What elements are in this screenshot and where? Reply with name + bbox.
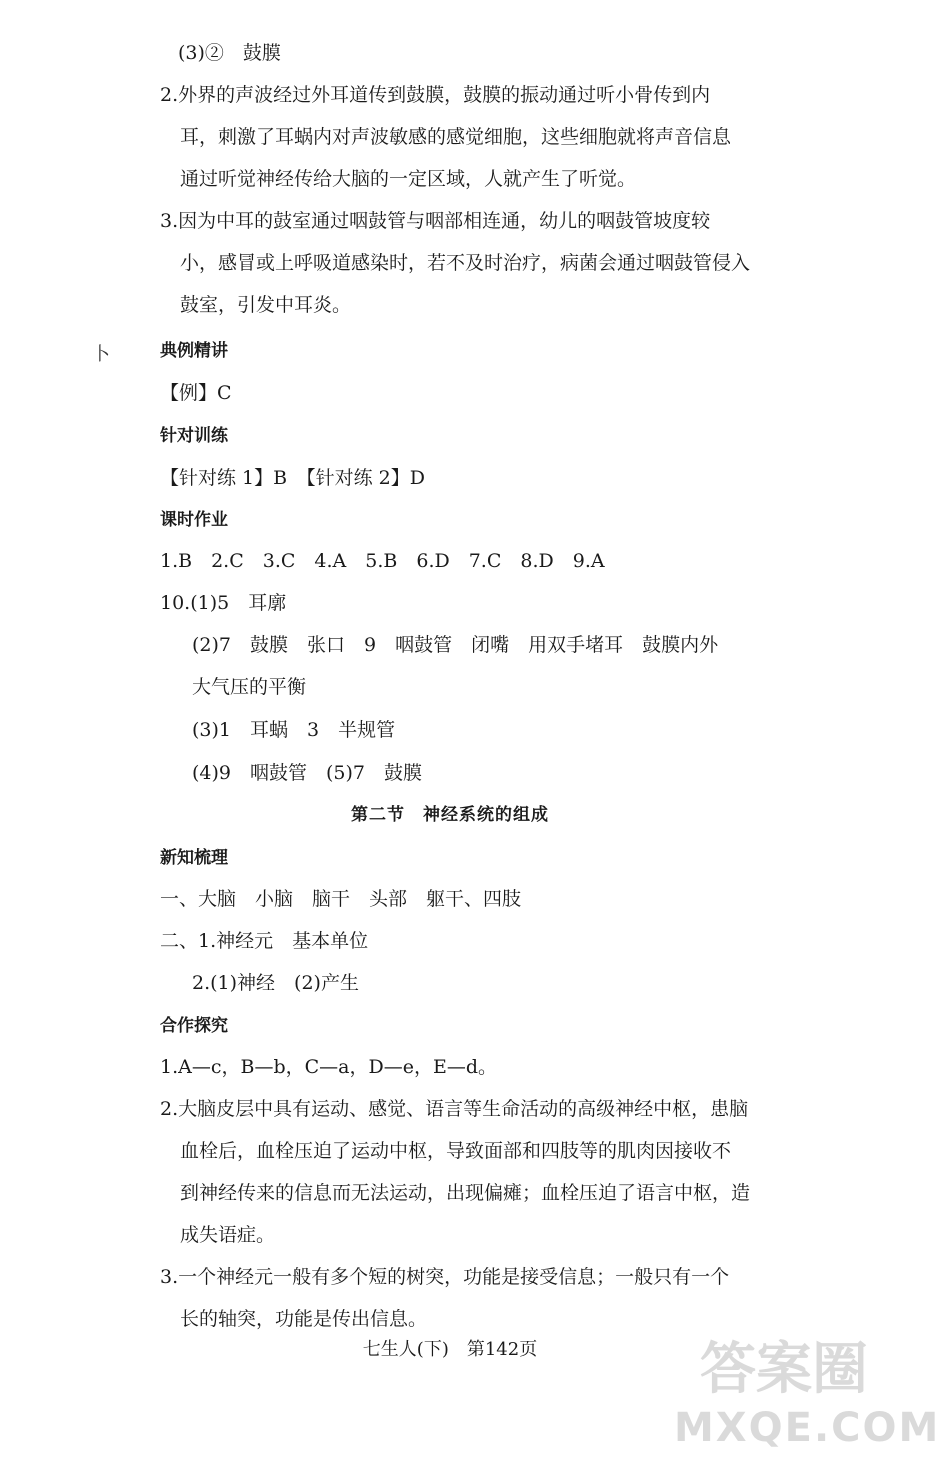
answer-line: 【例】C <box>160 382 232 404</box>
answer-line: (3)② 鼓膜 <box>178 42 281 64</box>
answer-line: 长的轴突，功能是传出信息。 <box>180 1308 428 1330</box>
answer-line: 2.大脑皮层中具有运动、感觉、语言等生命活动的高级神经中枢，患脑 <box>160 1098 749 1120</box>
heading-training: 针对训练 <box>160 426 228 446</box>
section-title: 第二节 神经系统的组成 <box>351 805 549 825</box>
watermark-logo <box>674 1337 940 1460</box>
answer-line: 3.因为中耳的鼓室通过咽鼓管与咽部相连通，幼儿的咽鼓管坡度较 <box>160 210 711 232</box>
watermark-text-top: 答案圈 <box>700 1337 868 1402</box>
answer-line: 成失语症。 <box>180 1224 276 1246</box>
heading-new-knowledge: 新知梳理 <box>160 848 228 868</box>
heading-cooperation: 合作探究 <box>160 1016 228 1036</box>
answer-line: 10.(1)5 耳廓 <box>160 592 287 614</box>
answer-line: (2)7 鼓膜 张口 9 咽鼓管 闭嘴 用双手堵耳 鼓膜内外 <box>192 634 719 656</box>
answer-line: (3)1 耳蜗 3 半规管 <box>192 719 396 741</box>
answer-line: 3.一个神经元一般有多个短的树突，功能是接受信息；一般只有一个 <box>160 1266 730 1288</box>
answer-line: 一、大脑 小脑 脑干 头部 躯干、四肢 <box>160 888 522 910</box>
answer-line: 小，感冒或上呼吸道感染时，若不及时治疗，病菌会通过咽鼓管侵入 <box>180 252 751 274</box>
answer-line: 1.B 2.C 3.C 4.A 5.B 6.D 7.C 8.D 9.A <box>160 550 605 572</box>
answer-line: 耳，刺激了耳蜗内对声波敏感的感觉细胞，这些细胞就将声音信息 <box>180 126 732 148</box>
answer-line: 大气压的平衡 <box>192 676 307 698</box>
answer-line: 2.外界的声波经过外耳道传到鼓膜，鼓膜的振动通过听小骨传到内 <box>160 84 711 106</box>
watermark-text-bottom: MXQE.COM <box>674 1405 940 1451</box>
answer-line: 鼓室，引发中耳炎。 <box>180 294 352 316</box>
heading-example: 典例精讲 <box>160 341 228 361</box>
page-footer: 七生人(下) 第142页 <box>362 1339 538 1360</box>
heading-homework: 课时作业 <box>160 510 228 530</box>
answer-line: 2.(1)神经 (2)产生 <box>192 972 359 994</box>
answer-line: 【针对练 1】B 【针对练 2】D <box>160 467 425 489</box>
answer-line: 通过听觉神经传给大脑的一定区域，人就产生了听觉。 <box>180 168 637 190</box>
margin-mark: 卜 <box>92 344 110 365</box>
answer-line: 二、1.神经元 基本单位 <box>160 930 369 952</box>
answer-line: (4)9 咽鼓管 (5)7 鼓膜 <box>192 762 423 784</box>
answer-line: 到神经传来的信息而无法运动，出现偏瘫；血栓压迫了语言中枢，造 <box>180 1182 751 1204</box>
answer-line: 1.A—c，B—b，C—a，D—e，E—d。 <box>160 1056 497 1078</box>
answer-line: 血栓后，血栓压迫了运动中枢，导致面部和四肢等的肌肉因接收不 <box>180 1140 732 1162</box>
